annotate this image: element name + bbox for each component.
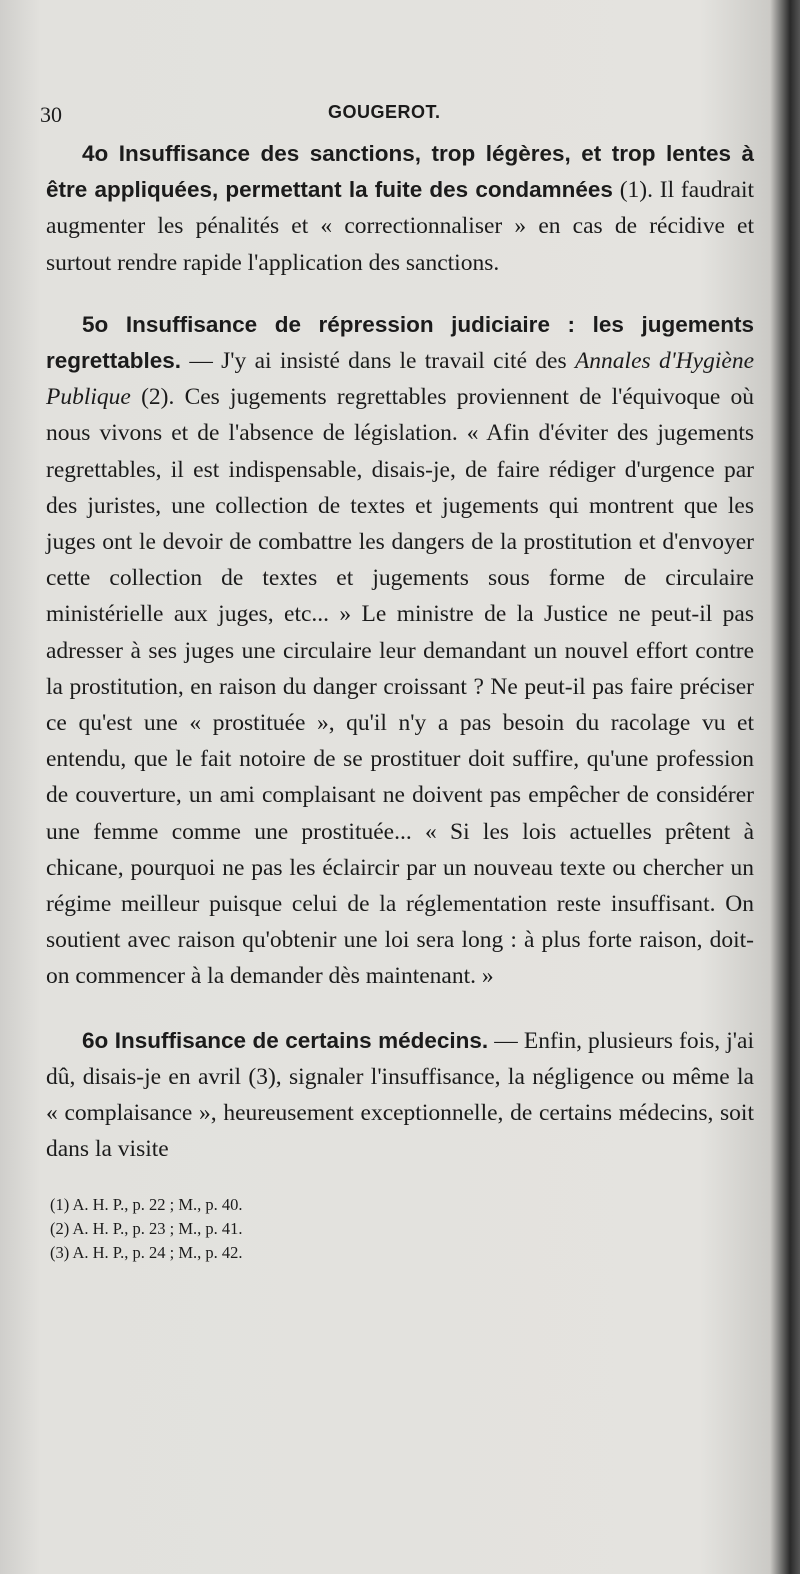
footnote-3: (3) A. H. P., p. 24 ; M., p. 42. <box>50 1243 243 1263</box>
footnotes <box>46 1193 754 1265</box>
page-number: 30 <box>40 102 62 127</box>
paragraph-5-text: (2). Ces jugements regrettables proviennent de l'équivoque où nous vivons et de l'absence de législation. « Afin d'éviter des jugements regrettables, il est indispensable, disais-je, de faire rédiger d'urgence par des juristes, une collection de textes et jugements qui montrent que les juges ont le devoir de combattre les dangers de la prostitution et d'envoyer cette collection de textes et jugements sous forme de circulaire ministérielle aux juges, etc... » Le ministre de la Justice ne peut-il pas adresser à ses juges une circulaire leur demandant un nouvel effort contre la prostitution, en raison du danger croissant ? Ne peut-il pas faire préciser ce qu'est une « prostituée », qu'il n'y a pas besoin du racolage vu et entendu, que le fait notoire de se prostituer doit suffire, qu'une profession de couverture, un ami complaisant ne doivent pas empêcher de considérer une femme comme une prostituée... « Si les lois actuelles prêtent à chicane, pourquoi ne pas les éclaircir par un nouveau texte ou chercher un régime meilleur puisque celui de la réglementation reste insuffisant. On soutient avec raison qu'obtenir une loi sera long : à plus forte raison, doit-on commencer à la demander dès maintenant. » <box>46 384 754 990</box>
footnote-2: (2) A. H. P., p. 23 ; M., p. 41. <box>50 1219 243 1239</box>
paragraph-6 <box>46 1023 754 1168</box>
paragraph-5-lead: 5o Insuffisance de répression judiciaire : les jugements regrettables. <box>46 311 754 374</box>
paragraph-5-journal-title: Annales d'Hygiène Publique <box>46 348 755 411</box>
paragraph-6-text: — Enfin, plusieurs fois, j'ai dû, disais-je en avril (3), signaler l'insuffisance, la négligence ou même la « complaisance », heureusement exceptionnelle, de certains médecins, soit dans la visite <box>46 1027 754 1163</box>
paragraph-5-text-before-italic: — J'y ai insisté dans le travail cité des <box>181 348 575 375</box>
paragraph-4-lead: 4o Insuffisance des sanctions, trop légères, et trop lentes à être appliquées, permettant la fuite des condamnées <box>46 141 754 203</box>
page-header <box>40 96 754 136</box>
paragraph-4-text: (1). Il faudrait augmenter les pénalités et « correctionnaliser » en cas de récidive et surtout rendre rapide l'application des sanctions. <box>46 177 754 276</box>
paragraph-5 <box>46 307 754 995</box>
paragraph-4 <box>46 136 754 281</box>
footnote-1: (1) A. H. P., p. 22 ; M., p. 40. <box>50 1195 243 1215</box>
paragraph-6-lead: 6o Insuffisance de certains médecins. <box>82 1027 489 1053</box>
running-head: GOUGEROT. <box>328 102 441 122</box>
